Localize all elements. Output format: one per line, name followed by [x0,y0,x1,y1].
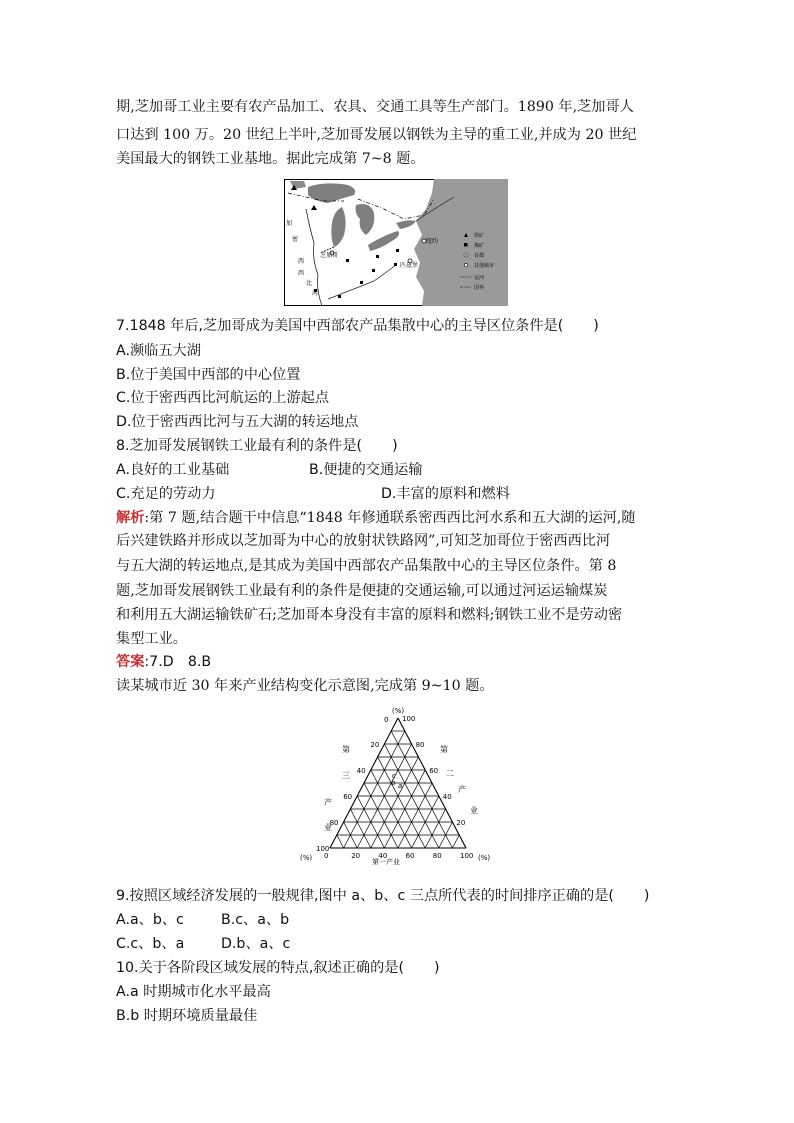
right-tick-20: 20 [456,819,466,827]
intro-line-2: 口达到 100 万。20 世纪上半叶,芝加哥发展以钢铁为主导的重工业,并成为 20 世纪 [116,127,637,143]
right-tick-100: 100 [402,715,416,723]
q9-stem-text: 9.按照区域经济发展的一般规律,图中 a、b、c 三点所代表的时间排序正确的是( [116,888,614,904]
q10-option-a: A.a 时期城市化水平最高 [116,984,271,1000]
analysis-line-3: 与五大湖的转运地点,是其成为美国中西部农产品集散中心的主导区位条件。第 8 [116,558,617,574]
left-axis-1: 第 [342,745,350,754]
legend-city: 其他城市 [474,263,495,269]
q8-option-c: C.充足的劳动力 [116,486,216,502]
map-label-newyork: 纽约 [426,238,439,245]
analysis-line-1 [116,509,636,527]
right-tick-80: 80 [415,741,425,749]
answer-label: 答案 [116,654,145,670]
right-axis-3: 产 [458,785,466,794]
bottom-tick-80: 80 [432,852,442,860]
q9-option-d: D.b、a、c [221,936,291,952]
right-axis-4: 业 [470,806,478,815]
industry-structure-triangle [300,700,496,866]
q8-close: ) [392,438,398,454]
q10-stem [116,959,440,977]
top-tick-0: 0 [384,716,389,724]
q7-stem [116,317,599,335]
q7-option-d: D.位于密西西比河与五大湖的转运地点 [116,414,359,430]
triangle-ticks [316,715,473,860]
analysis-line-2: 后兴建铁路并形成以芝加哥为中心的放射状铁路网”,可知芝加哥位于密西西比河 [116,533,611,549]
chicago-region-map [284,179,508,306]
q9-option-c: C.c、b、a [116,936,185,952]
map-label-chicago: 芝加哥 [320,252,339,259]
pct-top: (%) [392,707,405,715]
bottom-axis-label: 第一产业 [372,858,400,866]
q7-option-c: C.位于密西西比河航运的上游起点 [116,390,330,406]
left-axis-3: 产 [324,798,332,807]
left-tick-80: 80 [329,819,339,827]
q7-option-b: B.位于美国中西部的中心位置 [116,367,301,383]
point-b: b [391,779,396,787]
intro-line-1: 期,芝加哥工业主要有农产品加工、农具、交通工具等生产部门。1890 年,芝加哥人 [116,99,634,115]
answer-line [116,653,211,671]
answer-text: :7.D 8.B [144,654,212,670]
q9-option-b: B.c、a、b [221,912,290,928]
left-tick-40: 40 [356,767,366,775]
bottom-tick-40: 40 [378,852,388,860]
right-axis-1: 第 [440,745,448,754]
q7-option-a: A.濒临五大湖 [116,343,201,359]
map-label-he: 河 [312,290,319,297]
map-label-mi: 密 [292,236,299,243]
analysis-line-4: 题,芝加哥发展钢铁工业最有利的条件是便捷的交通运输,可以通过河运运输煤炭 [116,583,608,599]
right-tick-40: 40 [442,793,452,801]
legend-capital: 首都 [474,253,485,259]
intro-line-3: 美国最大的钢铁工业基地。据此完成第 7~8 题。 [116,151,425,167]
left-tick-20: 20 [370,741,380,749]
analysis-text-1: :第 7 题,结合题干中信息“1848 年修通联系密西西比河水系和五大湖的运河,随 [144,510,636,526]
right-tick-60: 60 [429,767,439,775]
map-label-bi: 比 [306,280,313,287]
pct-left: (%) [300,854,313,862]
bottom-tick-0: 0 [324,852,329,860]
q9-stem [116,887,649,905]
left-tick-100: 100 [316,845,330,853]
q8-option-b: B.便捷的交通运输 [309,462,423,478]
legend-coal: 煤矿 [474,243,485,249]
point-a: a [398,782,403,790]
left-tick-60: 60 [343,793,353,801]
map-label-xi2: 西 [298,270,305,277]
bottom-tick-60: 60 [405,852,415,860]
right-axis-2: 二 [446,769,454,778]
left-axis-4: 业 [324,823,332,832]
q8-stem [116,437,398,455]
map-label-pittsburgh: 匹兹堡 [400,262,419,269]
left-axis-2: 三 [342,771,350,780]
q7-close: ) [593,318,599,334]
q7-stem-text: 7.1848 年后,芝加哥成为美国中西部农产品集散中心的主导区位条件是( [116,318,564,334]
legend-border: 国界 [474,285,485,291]
legend-iron: 铁矿 [474,233,485,239]
q9-option-a: A.a、b、c [116,912,184,928]
bottom-tick-20: 20 [351,852,361,860]
q8-option-d: D.丰富的原料和燃料 [381,486,510,502]
point-c: c [392,772,396,780]
analysis-line-6: 集型工业。 [116,631,187,647]
q10-stem-text: 10.关于各阶段区域发展的特点,叙述正确的是( [116,960,404,976]
q9-close: ) [643,888,650,904]
q10-option-b: B.b 时期环境质量最佳 [116,1008,258,1024]
q10-close: ) [433,960,440,976]
bottom-tick-100: 100 [460,852,474,860]
map-label-xi: 西 [298,258,305,265]
pct-right: (%) [478,854,491,862]
q8-stem-text: 8.芝加哥发展钢铁工业最有利的条件是( [116,438,363,454]
analysis-label: 解析 [116,510,145,526]
map-label-canada: 加 [286,220,293,227]
intro2-line: 读某城市近 30 年来产业结构变化示意图,完成第 9~10 题。 [116,678,494,694]
analysis-line-5: 和利用五大湖运输铁矿石;芝加哥本身没有丰富的原料和燃料;钢铁工业不是劳动密 [116,607,623,623]
q8-option-a: A.良好的工业基础 [116,462,230,478]
legend-canal: 运河 [474,275,485,281]
